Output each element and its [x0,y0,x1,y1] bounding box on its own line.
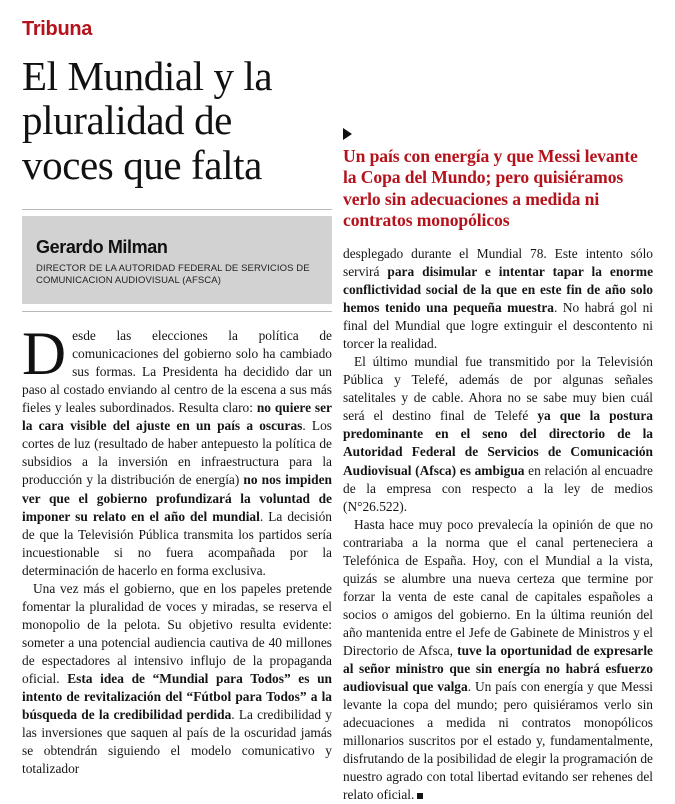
divider-below-byline [22,311,332,312]
section-kicker: Tribuna [22,18,93,40]
author-role [36,263,318,289]
pull-quote-subhead: Un país con energía y que Messi levante la Copa del Mundo; pero quisiéramos verlo sin adecuaciones a medida ni contratos monopólicos [343,146,638,230]
right-column [343,0,653,804]
end-of-article-mark [417,793,423,799]
divider-above-byline [22,209,332,210]
left-column-body [22,321,332,778]
paragraph-text: esde las elecciones la política de comunicaciones del gobierno solo ha cambiado sus formas. La Presidenta ha decidido dar un paso al costado enviando al centro de la escena a sus más fieles y leales subordinados. Resulta claro: no quiere ser la cara visible del ajuste en un país a oscuras. Los cortes de luz (resultado de haber antepuesto la política de subsidios a la inversión en infraestructura para la producción y la distribución de energía) no nos impiden ver que el gobierno profundizará la voluntad de imponer su relato en el año del mundial. La decisión de que la Televisión Pública transmita los partidos sería incuestionable si no fuera acompañada por la determinación de hacerlo en forma exclusiva. [22,328,332,578]
paragraph [22,321,332,579]
right-column-body [343,245,653,804]
page-title: El Mundial y la pluralidad de voces que falta [22,53,273,188]
paragraph [343,516,653,804]
paragraph-text: desplegado durante el Mundial 78. Este intento sólo servirá para disimular e intentar tapar la enorme conflictividad social de la que en este fin de año solo hemos tenido una pequeña muestra. No habrá gol ni final del Mundial que logre extinguir el descontento ni torcer la realidad. [343,246,654,352]
author-role-line-1: DIRECTOR DE LA AUTORIDAD FEDERAL DE SERVICIOS DE [36,262,310,274]
drop-cap: D [22,321,67,389]
paragraph-text: Hasta hace muy poco prevalecía la opinión de que no contrariaba a la norma que el canal perteneciera a Telefónica de España. Hoy, con el Mundial a la vista, quizás se alumbre una nueva certeza que termine por forzar la venta de este canal de capitales españoles a socios o amigos del gobierno. En la última reunión del año mantenida entre el Jefe de Gabinete de Ministros y el Directorio de Afsca, tuve la oportunidad de expresarle al señor ministro que sin energía no habrá esfuerzo audiovisual que valga. Un país con energía y que Messi levante la copa del mundo; pero quisiéramos verlo sin adecuaciones a medida ni contratos monopólicos millonarios suscritos por el estado y, fundamentalmente, disfrutando de la posibilidad de elegir la programación de nuestro agrado con total libertad evitando ser rehenes del relato oficial. [343,516,654,803]
byline-box [22,216,332,304]
paragraph-text: El último mundial fue transmitido por la Televisión Pública y Telefé, además de por algunas señales satelitales y de cable. Ahora no se sabe muy bien cuál será el destino final de Telefé ya que la postura predominante en el seno del directorio de la Autoridad Federal de Servicios de Comunicación Audiovisual (Afsca) es ambigua en relación al encuadre de la empresa con respecto a la ley de medios (N°26.522). [343,354,653,514]
paragraph [343,245,653,353]
left-column [22,0,332,778]
triangle-marker-icon [343,128,352,140]
author-role-line-2: COMUNICACION AUDIOVISUAL (AFSCA) [36,275,221,287]
author-name: Gerardo Milman [36,236,168,257]
paragraph [22,580,332,778]
paragraph [343,353,653,515]
paragraph-text: Una vez más el gobierno, que en los papeles pretende fomentar la pluralidad de voces y miradas, se reserva el monopolio de la pelota. Su objetivo resulta evidente: someter a una potencial audiencia cautiva de 40 millones de espectadores al intensivo influjo de la propaganda oficial. Esta idea de “Mundial para Todos” es un intento de revitalización del “Fútbol para Todos” a la búsqueda de la credibilidad perdida. La credibilidad y las inversiones que saquen al país de la oscuridad jamás se obtendrán siguiendo el modelo comunicativo y totalizador [22,580,332,776]
